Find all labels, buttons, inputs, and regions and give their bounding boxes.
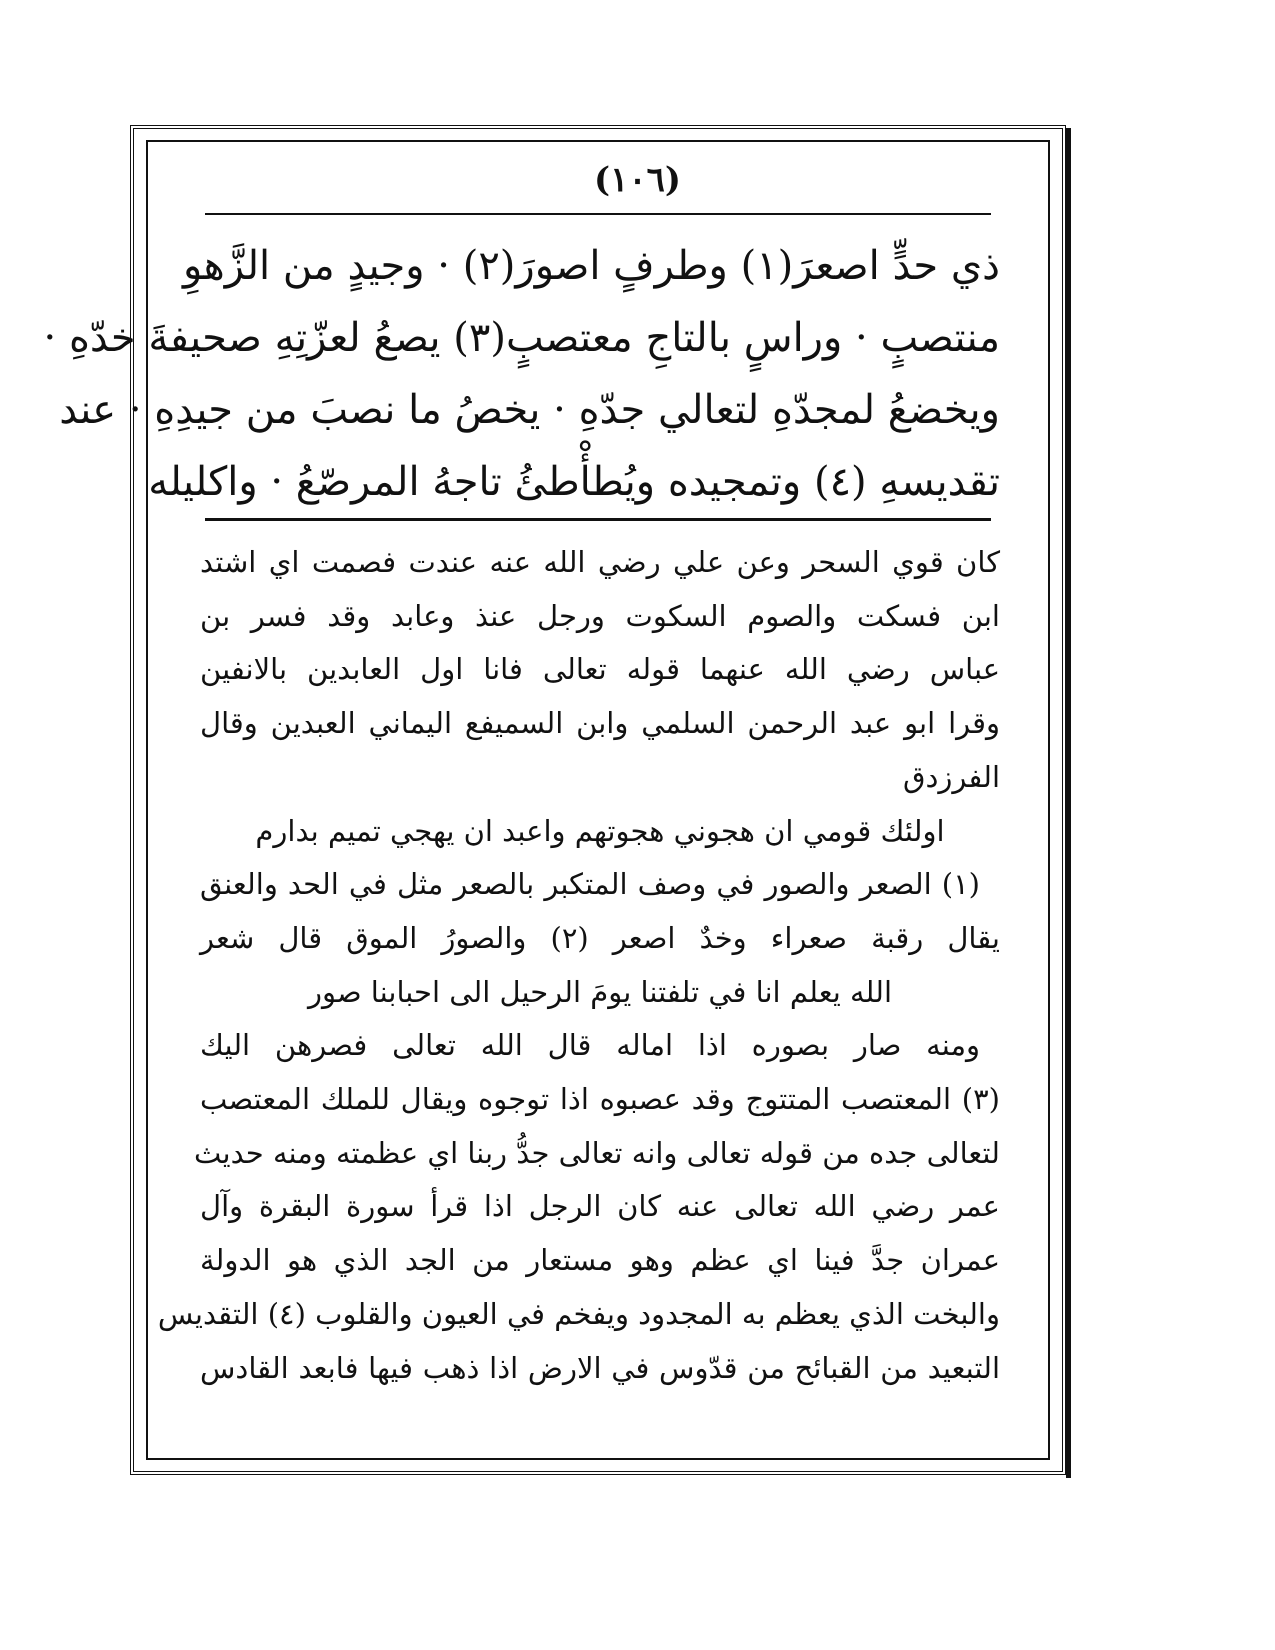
footnote-line: وقرا ابو عبد الرحمن السلمي وابن السميفع اليماني العبدين وقال — [200, 706, 1000, 741]
footnote-line: التبعيد من القبائح من قدّوس في الارض اذا ذهب فيها فابعد القادس — [200, 1350, 1000, 1385]
border-shadow — [1066, 128, 1071, 1478]
footnote-line: عمران جدَّ فينا اي عظم وهو مستعار من الجد الذي هو الدولة — [200, 1243, 1000, 1278]
main-text-block — [43, 230, 1000, 518]
footnote-line: عباس رضي الله عنهما قوله تعالى فانا اول العابدين بالانفين — [200, 652, 1000, 687]
poetry-verse: الله يعلم انا في تلفتنا يومَ الرحيل الى احبابنا صور — [307, 974, 893, 1009]
main-text-line: ذي حدٍّ اصعرَ(١) وطرفٍ اصورَ(٢) · وجيدٍ من الزَّهوِ — [183, 243, 1000, 289]
main-text-line: منتصبٍ · وراسٍ بالتاجِ معتصبٍ(٣) يصعُ لعزّتِهِ صحيفةَ خدّهِ · — [43, 315, 1000, 361]
footnote-line: يقال رقبة صعراء وخدٌ اصعر (٢) والصورُ الموق قال شعر — [200, 920, 1001, 955]
footnote-line: الفرزدق — [903, 759, 1000, 794]
main-text-line: تقديسهِ (٤) وتمجيده ويُطأْطئُ تاجهُ المرصّعُ · واكليله — [148, 459, 1000, 505]
page-number: (١٠٦) — [594, 160, 681, 200]
footnote-line: كان قوي السحر وعن علي رضي الله عنه عندت فصمت اي اشتد — [200, 545, 1000, 579]
poetry-verse: اولئك قومي ان هجوني هجوتهم واعبد ان يهجي تميم بدارم — [255, 813, 945, 848]
footnote-line: والبخت الذي يعظم به المجدود ويفخم في العيون والقلوب (٤) التقديس — [157, 1296, 1000, 1331]
main-text-line: ويخضعُ لمجدّهِ لتعالي جدّهِ · يخصُ ما نصبَ من جيدِهِ · عند — [59, 387, 1000, 433]
footnotes-block — [157, 536, 1001, 1395]
header-rule — [205, 213, 991, 215]
footnote-line: ابن فسكت والصوم السكوت ورجل عنذ وعابد وقد فسر بن — [200, 598, 1000, 633]
footnote-line: ومنه صار بصوره اذا اماله قال الله تعالى فصرهن اليك — [200, 1028, 980, 1063]
footnote-separator-rule — [205, 518, 991, 521]
footnote-line: (١) الصعر والصور في وصف المتكبر بالصعر مثل في الحد والعنق — [200, 867, 980, 902]
footnote-line: (٣) المعتصب المتتوج وقد عصبوه اذا توجوه ويقال للملك المعتصب — [200, 1082, 1000, 1117]
footnote-line: لتعالى جده من قوله تعالى وانه تعالى جدُّ ربنا اي عظمته ومنه حديث — [194, 1135, 1000, 1170]
footnote-line: عمر رضي الله تعالى عنه كان الرجل اذا قرأ سورة البقرة وآل — [200, 1189, 1000, 1224]
